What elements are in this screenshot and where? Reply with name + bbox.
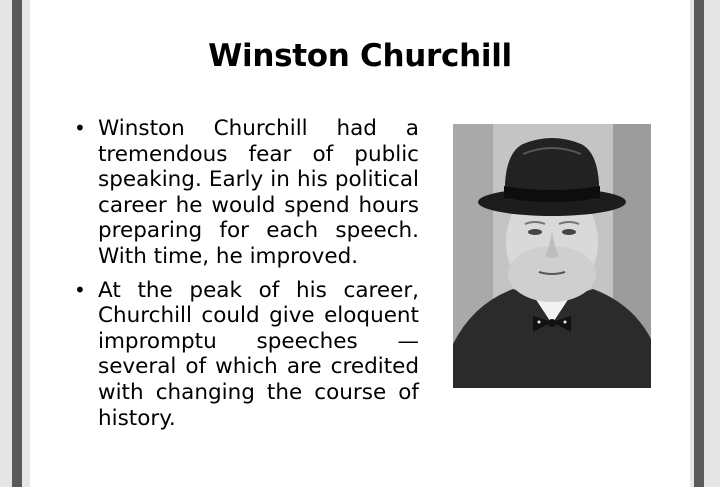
portrait-photo bbox=[453, 124, 651, 388]
portrait-illustration bbox=[453, 124, 651, 388]
bullet-item: • At the peak of his career, Churchill could give eloquent impromptu speeches — several of which are credited with changing the course of history. bbox=[74, 278, 419, 432]
left-border bbox=[12, 0, 22, 487]
slide-title: Winston Churchill bbox=[208, 38, 512, 74]
bullet-item: • Winston Churchill had a tremendous fear of public speaking. Early in his political career he would spend hours preparing for each speech. With time, he improved. bbox=[74, 116, 419, 270]
right-border bbox=[694, 0, 704, 487]
bullet-list bbox=[74, 116, 419, 439]
slide bbox=[30, 0, 690, 487]
